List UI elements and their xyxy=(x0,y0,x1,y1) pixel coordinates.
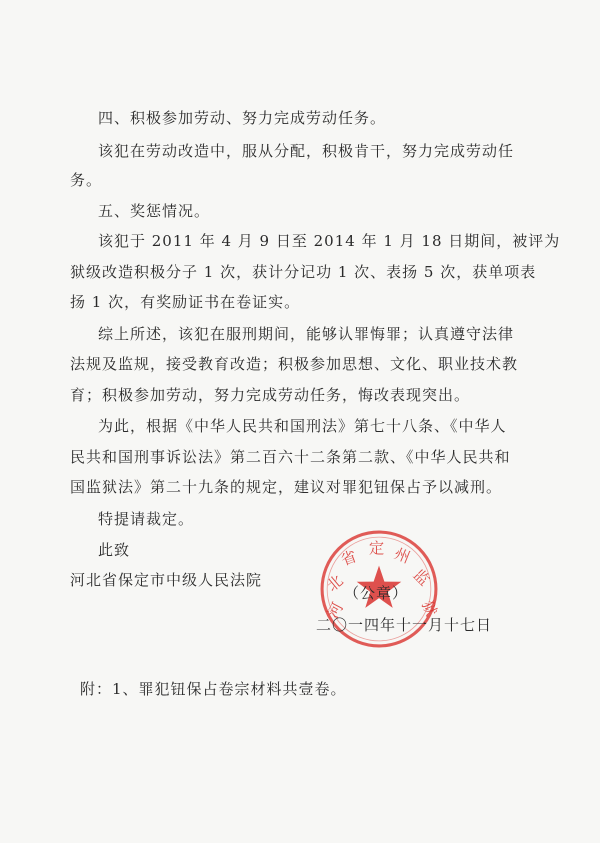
seal-arc-char: 省 xyxy=(338,547,360,570)
seal-arc-char: 州 xyxy=(391,544,413,567)
summary-line-1: 综上所述，该犯在服刑期间，能够认罪悔罪；认真遵守法律 xyxy=(98,325,515,343)
attachment-note: 附：1、罪犯钮保占卷宗材料共壹卷。 xyxy=(80,680,347,698)
recipient: 河北省保定市中级人民法院 xyxy=(70,571,263,589)
section4-body-line-2: 务。 xyxy=(70,171,103,189)
seal-arc-char: 监 xyxy=(409,565,434,590)
section4-heading: 四、积极参加劳动、努力完成劳动任务。 xyxy=(98,109,387,127)
proposal-line-1: 为此，根据《中华人民共和国刑法》第七十八条、《中华人 xyxy=(98,417,507,435)
request-line: 特提请裁定。 xyxy=(98,510,195,528)
salutation: 此致 xyxy=(98,541,131,559)
section4-body-line-1: 该犯在劳动改造中，服从分配，积极肯干，努力完成劳动任 xyxy=(98,142,515,160)
section5-body-line-1: 该犯于 2011 年 4 月 9 日至 2014 年 1 月 18 日期间，被评为 xyxy=(98,232,561,250)
document-date: 二〇一四年十一月十七日 xyxy=(316,616,493,634)
seal-arc-char: 狱 xyxy=(417,597,440,619)
section5-body-line-3: 扬 1 次，有奖励证书在卷证实。 xyxy=(70,293,301,311)
proposal-line-3: 国监狱法》第二十九条的规定，建议对罪犯钮保占予以减刑。 xyxy=(70,478,503,496)
seal-arc-char: 河 xyxy=(323,599,347,622)
summary-line-2: 法规及监规，接受教育改造；积极参加思想、文化、职业技术教 xyxy=(70,355,519,373)
section5-heading: 五、奖惩情况。 xyxy=(98,202,211,220)
section5-body-line-2: 狱级改造积极分子 1 次，获计分记功 1 次、表扬 5 次，获单项表 xyxy=(70,263,537,281)
seal-arc-char: 定 xyxy=(368,539,385,558)
proposal-line-2: 民共和国刑事诉讼法》第二百六十二条第二款、《中华人民共和 xyxy=(70,448,511,466)
seal-label: （公章） xyxy=(344,584,409,602)
seal-arc-char: 北 xyxy=(323,571,347,596)
summary-line-3: 育；积极参加劳动，努力完成劳动任务，悔改表现突出。 xyxy=(70,386,471,404)
